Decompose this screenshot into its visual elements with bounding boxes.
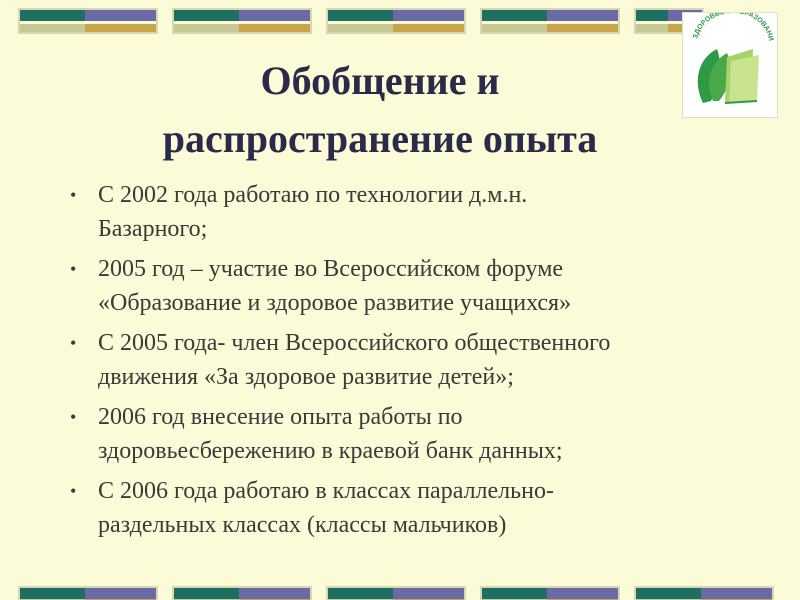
bullet-icon: • xyxy=(70,259,77,279)
svg-text:ЗДОРОВЬЕ В ОБРАЗОВАНИИ xyxy=(683,13,774,41)
logo-text: ЗДОРОВЬ РАЗОВАНИ xyxy=(692,13,774,42)
bullet-icon: • xyxy=(70,185,77,205)
list-item xyxy=(68,326,708,394)
decorative-block xyxy=(172,586,312,600)
decorative-block xyxy=(326,8,466,34)
list-item-line: С 2002 года работаю по технологии д.м.н. xyxy=(98,182,528,208)
decorative-block xyxy=(18,8,158,34)
bullet-icon: • xyxy=(70,407,77,427)
list-item xyxy=(68,252,708,320)
list-item-line: 2006 год внесение опыта работы по xyxy=(98,404,463,430)
decorative-block xyxy=(480,586,620,600)
bullet-list xyxy=(68,178,708,548)
decorative-block xyxy=(480,8,620,34)
list-item-line: раздельных классах (классы мальчиков) xyxy=(98,512,507,538)
slide-title xyxy=(100,52,660,168)
logo xyxy=(682,12,778,118)
list-item xyxy=(68,178,708,246)
list-item xyxy=(68,400,708,468)
list-item-line: «Образование и здоровое развитие учащихся» xyxy=(98,290,572,316)
list-item-line: 2005 год – участие во Всероссийском форуме xyxy=(98,256,564,282)
bottom-decorative-strip xyxy=(0,586,800,600)
slide-title-line-2: распространение опыта xyxy=(162,116,598,161)
top-decorative-strip xyxy=(0,8,800,34)
bullet-icon: • xyxy=(70,481,77,501)
list-item-line: здоровьесбережению в краевой банк данных; xyxy=(98,438,563,464)
list-item-line: движения «За здоровое развитие детей»; xyxy=(98,364,514,390)
list-item-line: Базарного; xyxy=(98,216,208,242)
decorative-block xyxy=(18,586,158,600)
bullet-icon: • xyxy=(70,333,77,353)
list-item-line: С 2005 года- член Всероссийского общественного xyxy=(98,330,611,356)
list-item xyxy=(68,474,708,542)
leaf-book-icon xyxy=(683,13,777,117)
decorative-block xyxy=(172,8,312,34)
decorative-block xyxy=(326,586,466,600)
list-item-line: С 2006 года работаю в классах параллельно- xyxy=(98,478,554,504)
slide-title-line-1: Обобщение и xyxy=(260,58,500,103)
decorative-block xyxy=(634,586,774,600)
